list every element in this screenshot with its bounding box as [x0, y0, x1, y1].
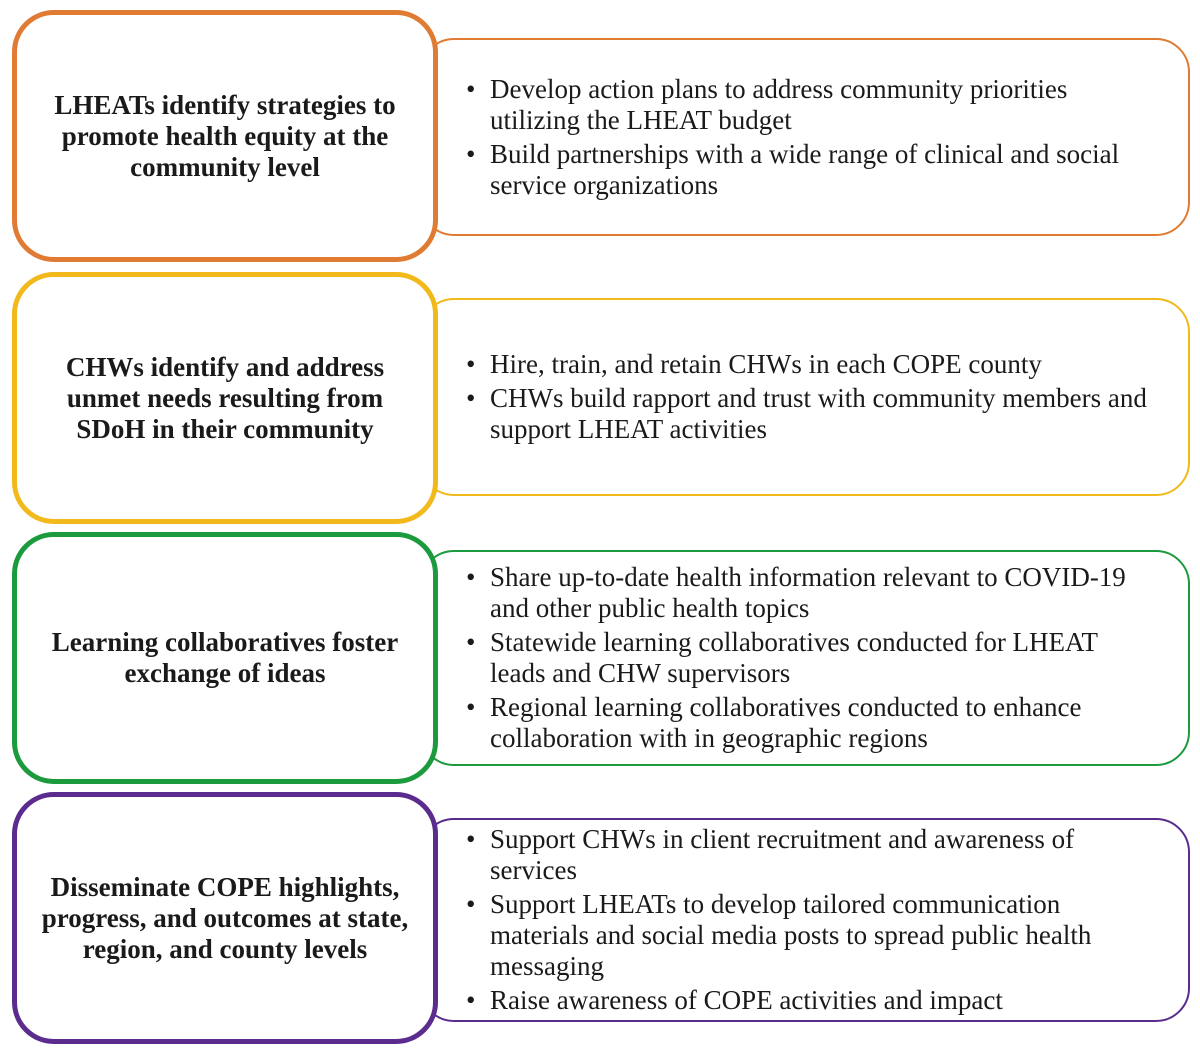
bullet-item: • Share up-to-date health information relevant to COVID-19 and other public health topics: [466, 562, 1148, 624]
bullet-item: • Regional learning collaboratives conducted to enhance collaboration with in geographic regions: [466, 692, 1148, 754]
bullet-list: [466, 559, 1148, 757]
detail-box-learning: [420, 550, 1190, 766]
bullet-item: • Build partnerships with a wide range of clinical and social service organizations: [466, 139, 1148, 201]
main-box-disseminate: [12, 792, 438, 1044]
bullet-item: • Support CHWs in client recruitment and awareness of services: [466, 824, 1148, 886]
main-box-text: Learning collaboratives foster exchange of ideas: [51, 627, 399, 688]
bullet-item: • CHWs build rapport and trust with community members and support LHEAT activities: [466, 383, 1148, 445]
bullet-list: [466, 346, 1148, 448]
main-box-text: CHWs identify and address unmet needs resulting from SDoH in their community: [65, 351, 385, 444]
bullet-item: • Statewide learning collaboratives conducted for LHEAT leads and CHW supervisors: [466, 627, 1148, 689]
main-box-text: Disseminate COPE highlights, progress, and outcomes at state, region, and county levels: [41, 871, 409, 964]
bullet-list: [466, 71, 1148, 204]
main-box-lheat: [12, 10, 438, 262]
bullet-item: • Develop action plans to address community priorities utilizing the LHEAT budget: [466, 74, 1148, 136]
bullet-item: • Raise awareness of COPE activities and impact: [466, 985, 1148, 1016]
detail-box-lheat: [420, 38, 1190, 236]
bullet-item: • Hire, train, and retain CHWs in each COPE county: [466, 349, 1148, 380]
main-box-learning: [12, 532, 438, 784]
detail-box-chw: [420, 298, 1190, 496]
detail-box-disseminate: [420, 818, 1190, 1022]
bullet-list: [466, 821, 1148, 1019]
bullet-item: • Support LHEATs to develop tailored communication materials and social media posts to spread public health messaging: [466, 889, 1148, 982]
main-box-chw: [12, 272, 438, 524]
main-box-text: LHEATs identify strategies to promote health equity at the community level: [54, 89, 396, 182]
